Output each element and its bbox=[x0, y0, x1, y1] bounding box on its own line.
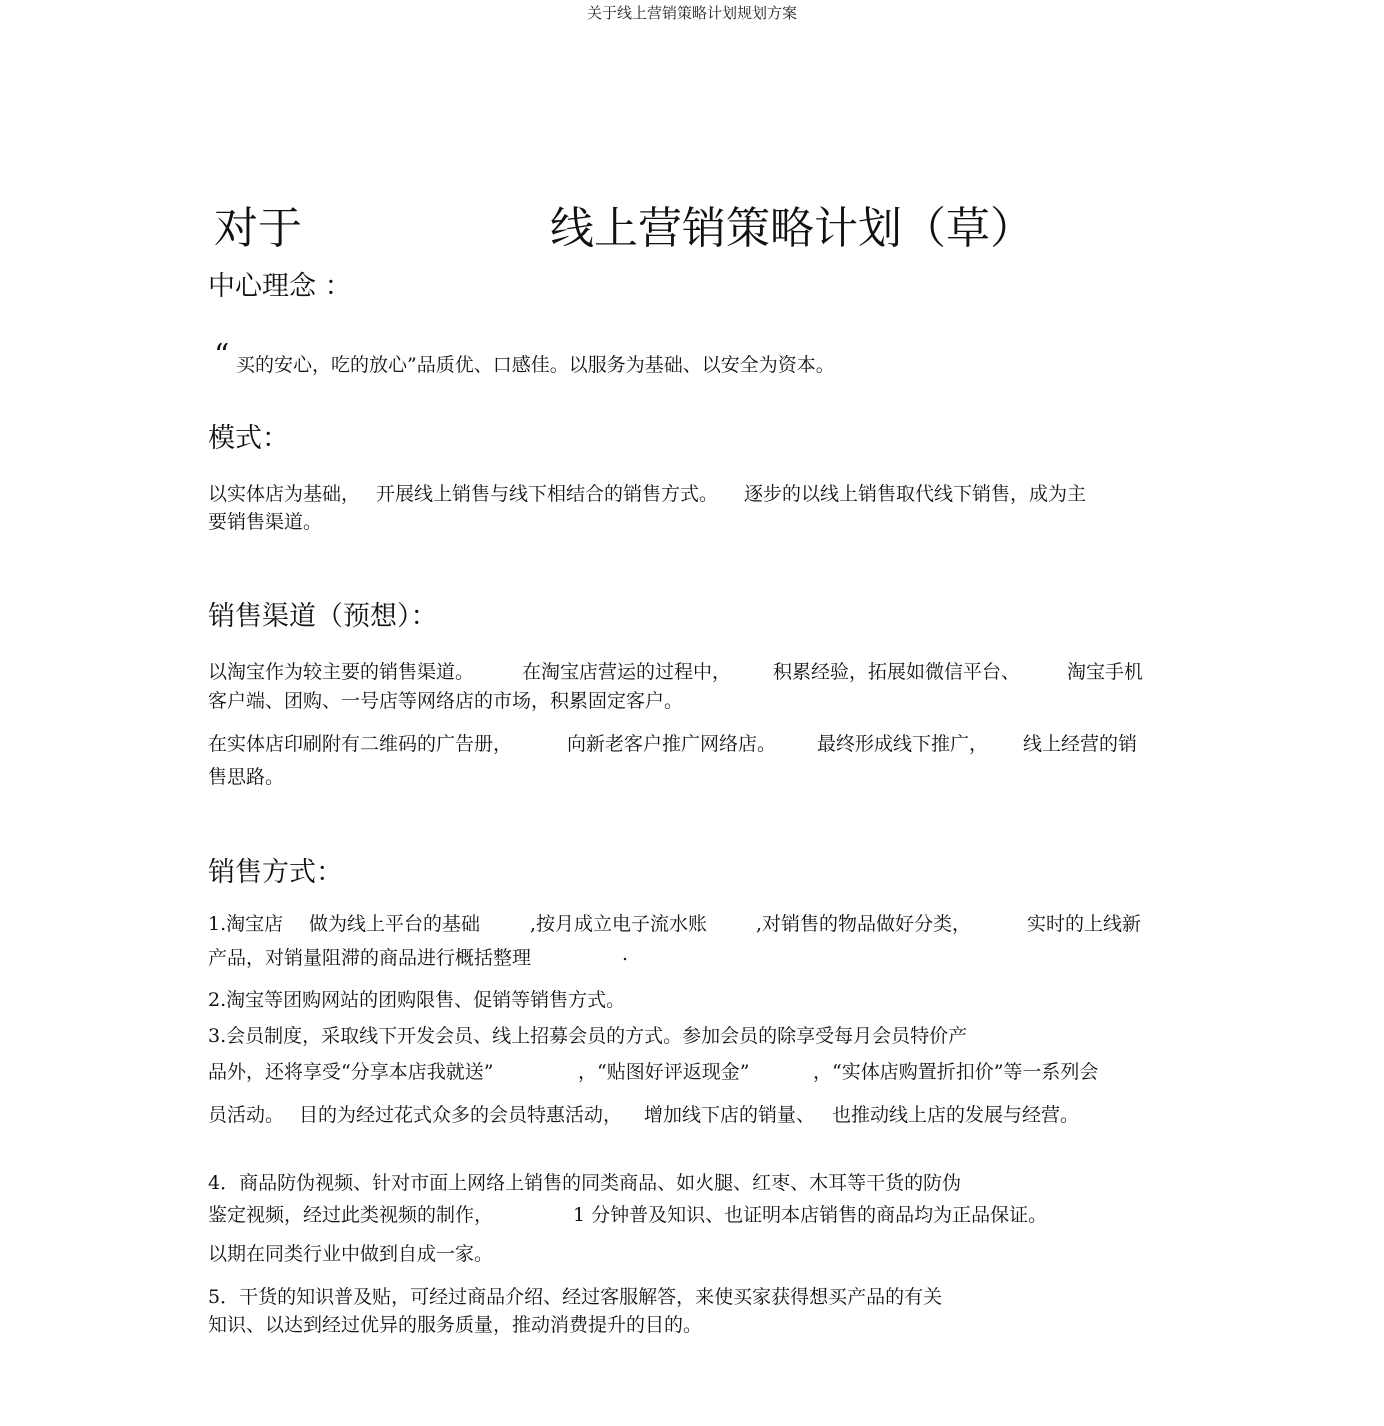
method-3-l3-a: 员活动。 bbox=[208, 1104, 285, 1126]
channels-p2-b: 向新老客户推广网络店。 bbox=[567, 733, 777, 755]
method-3-l2-c: ，“实体店购置折扣价”等一系列会 bbox=[813, 1061, 1099, 1083]
channels-p1-b: 在淘宝店营运的过程中， bbox=[522, 661, 732, 683]
channels-p2-a: 在实体店印刷附有二维码的广告册， bbox=[208, 733, 513, 755]
mode-text-1a: 以实体店为基础， bbox=[208, 483, 361, 505]
method-3-l3-c: 增加线下店的销量、 bbox=[644, 1104, 816, 1126]
method-3-l3-b: 目的为经过花式众多的会员特惠活动， bbox=[299, 1104, 623, 1126]
method-1-d: ,对销售的物品做好分类， bbox=[756, 913, 972, 935]
method-3-l2-b: ，“贴图好评返现金” bbox=[578, 1061, 750, 1083]
heading-mode: 模式： bbox=[208, 423, 289, 454]
channels-p2-line2: 售思路。 bbox=[208, 766, 285, 788]
channels-p2-c: 最终形成线下推广， bbox=[817, 733, 989, 755]
heading-core-concept: 中心理念 ： bbox=[208, 271, 352, 302]
method-4-l2-a: 鉴定视频，经过此类视频的制作， bbox=[208, 1204, 494, 1226]
quote-mark: “ bbox=[214, 338, 230, 373]
heading-methods: 销售方式： bbox=[208, 857, 343, 888]
channels-p1-d: 淘宝手机 bbox=[1067, 661, 1144, 683]
method-1-c: ,按月成立电子流水账 bbox=[530, 913, 708, 935]
method-3-l2-a: 品外，还将享受“分享本店我就送” bbox=[208, 1061, 494, 1083]
mode-text-1c: 逐步的以线上销售取代线下销售，成为主 bbox=[744, 483, 1087, 505]
mode-text-1b: 开展线上销售与线下相结合的销售方式。 bbox=[376, 483, 719, 505]
page-title-part2: 线上营销策略计划（草） bbox=[550, 203, 1034, 254]
page-title-part1: 对于 bbox=[214, 203, 302, 254]
method-3-line1: 3.会员制度，采取线下开发会员、线上招募会员的方式。参加会员的除享受每月会员特价产 bbox=[208, 1025, 968, 1047]
mode-text-2: 要销售渠道。 bbox=[208, 511, 323, 533]
channels-p1-a: 以淘宝作为较主要的销售渠道。 bbox=[208, 661, 475, 683]
method-1-e: 实时的上线新 bbox=[1027, 913, 1142, 935]
running-header: 关于线上营销策略计划规划方案 bbox=[586, 4, 797, 22]
method-1-a: 1.淘宝店 bbox=[208, 913, 284, 935]
method-3-l3-d: 也推动线上店的发展与经营。 bbox=[832, 1104, 1080, 1126]
method-5-line2: 知识、以达到经过优异的服务质量，推动消费提升的目的。 bbox=[208, 1314, 703, 1336]
method-1-dot: . bbox=[622, 943, 629, 965]
method-4-line1: 4．商品防伪视频、针对市面上网络上销售的同类商品、如火腿、红枣、木耳等干货的防伪 bbox=[208, 1172, 962, 1194]
method-1-line2: 产品，对销量阻滞的商品进行概括整理 bbox=[208, 947, 532, 969]
channels-p2-d: 线上经营的销 bbox=[1023, 733, 1138, 755]
method-4-l2-b: 1 分钟普及知识、也证明本店销售的商品均为正品保证。 bbox=[573, 1204, 1048, 1226]
core-concept-text: 买的安心，吃的放心”品质优、口感佳。以服务为基础、以安全为资本。 bbox=[236, 354, 835, 376]
heading-channels: 销售渠道（预想）： bbox=[208, 601, 438, 632]
channels-p1-line2: 客户端、团购、一号店等网络店的市场，积累固定客户。 bbox=[208, 690, 684, 712]
method-1-b: 做为线上平台的基础 bbox=[309, 913, 481, 935]
method-2: 2.淘宝等团购网站的团购限售、促销等销售方式。 bbox=[208, 989, 626, 1011]
method-4-line3: 以期在同类行业中做到自成一家。 bbox=[208, 1243, 494, 1265]
method-5-line1: 5．干货的知识普及贴，可经过商品介绍、经过客服解答，来使买家获得想买产品的有关 bbox=[208, 1286, 943, 1308]
channels-p1-c: 积累经验，拓展如微信平台、 bbox=[773, 661, 1021, 683]
